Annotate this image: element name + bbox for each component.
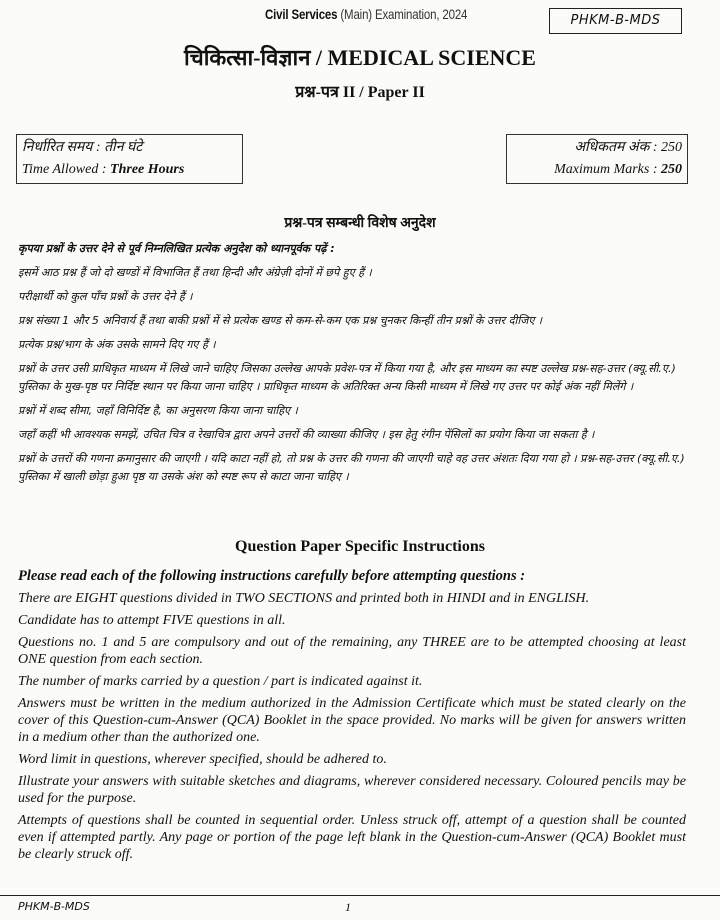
hindi-instruction-item: प्रश्नों के उत्तर उसी प्राधिकृत माध्यम में लिखे जाने चाहिए जिसका उल्लेख आपके प्रवेश-पत्र में किया गया है, और इस माध्यम का स्पष्ट उल्लेख प्रश्न-सह-उत्तर (क्यू.सी.ए.) पुस्तिका के मुख-पृष्ठ पर निर्दिष्ट स्थान पर किया जाना चाहिए । प्राधिकृत माध्यम के अतिरिक्त अन्य किसी माध्यम में लिखे गए उत्तर पर कोई अंक नहीं मिलेंगे । <box>18 362 676 393</box>
exam-header <box>265 6 467 22</box>
hindi-instruction-item: परीक्षार्थी को कुल पाँच प्रश्नों के उत्तर देने हैं । <box>18 290 193 303</box>
english-instructions-lead: Please read each of the following instructions carefully before attempting questions : <box>18 568 526 584</box>
hindi-instruction-item: प्रत्येक प्रश्न/भाग के अंक उसके सामने दिए गए हैं । <box>18 338 216 351</box>
hindi-instruction-item: प्रश्न संख्या 1 और 5 अनिवार्य हैं तथा बाकी प्रश्नों में से प्रत्येक खण्ड से कम-से-कम एक प्रश्न चुनकर किन्हीं तीन प्रश्नों के उत्तर दीजिए । <box>18 314 543 327</box>
maximum-marks-box <box>506 134 688 184</box>
hindi-instruction-item: प्रश्नों के उत्तरों की गणना क्रमानुसार की जाएगी । यदि काटा नहीं हो, तो प्रश्न के उत्तर की गणना की जाएगी चाहे वह उत्तर अंशतः दिया गया हो । प्रश्न-सह-उत्तर (क्यू.सी.ए.) पुस्तिका में खाली छोड़ा हुआ पृष्ठ या उसके अंश को स्पष्ट रूप से काटा जाना चाहिए । <box>18 452 685 483</box>
paper-title: प्रश्न-पत्र II / Paper II <box>295 84 425 101</box>
english-instructions <box>18 568 686 868</box>
maximum-marks-hindi: अधिकतम अंक : 250 <box>574 140 682 155</box>
exam-header-bold: Civil Services <box>265 6 338 22</box>
maximum-marks-english <box>512 159 682 181</box>
paper-code-box: PHKM-B-MDS <box>549 8 682 34</box>
english-instruction-item: Illustrate your answers with suitable sketches and diagrams, wherever considered necessary. Coloured pencils may be used for the purpose. <box>18 774 686 806</box>
footer-paper-code: PHKM-B-MDS <box>18 900 90 913</box>
hindi-instruction-item: प्रश्नों में शब्द सीमा, जहाँ विनिर्दिष्ट है, का अनुसरण किया जाना चाहिए । <box>18 404 298 417</box>
page-number: 1 <box>345 900 351 914</box>
hindi-instructions-heading: प्रश्न-पत्र सम्बन्धी विशेष अनुदेश <box>284 216 436 231</box>
maximum-marks-label: Maximum Marks : <box>554 162 661 177</box>
hindi-instructions-lead: कृपया प्रश्नों के उत्तर देने से पूर्व निम्नलिखित प्रत्येक अनुदेश को ध्यानपूर्वक पढ़ें : <box>18 242 335 255</box>
english-instruction-item: The number of marks carried by a question / part is indicated against it. <box>18 674 423 689</box>
exam-header-rest: (Main) Examination, 2024 <box>337 6 468 22</box>
time-allowed-value: Three Hours <box>110 162 185 177</box>
maximum-marks-value: 250 <box>661 162 682 177</box>
time-allowed-label: Time Allowed : <box>22 162 111 177</box>
time-allowed-english <box>22 159 237 181</box>
english-instruction-item: Word limit in questions, wherever specified, should be adhered to. <box>18 752 387 767</box>
time-allowed-hindi: निर्धारित समय : तीन घंटे <box>22 140 143 155</box>
english-instruction-item: Answers must be written in the medium authorized in the Admission Certificate which must be stated clearly on the cover of this Question-cum-Answer (QCA) Booklet in the space provided. No marks will be given for answers written in a medium other than the authorized one. <box>18 696 686 745</box>
main-title: चिकित्सा-विज्ञान / MEDICAL SCIENCE <box>184 45 536 70</box>
english-instruction-item: Questions no. 1 and 5 are compulsory and out of the remaining, any THREE are to be attempted choosing at least ONE question from each section. <box>18 635 686 667</box>
footer-rule <box>0 895 720 896</box>
time-allowed-box <box>16 134 243 184</box>
hindi-instruction-item: इसमें आठ प्रश्न हैं जो दो खण्डों में विभाजित हैं तथा हिन्दी और अंग्रेज़ी दोनों में छपे हुए हैं । <box>18 266 372 279</box>
hindi-instructions <box>18 240 698 492</box>
english-instruction-item: Candidate has to attempt FIVE questions in all. <box>18 613 286 628</box>
english-instructions-heading: Question Paper Specific Instructions <box>235 538 485 555</box>
english-instruction-item: Attempts of questions shall be counted in sequential order. Unless struck off, attempt of a question shall be counted even if attempted partly. Any page or portion of the page left blank in the Question-cum-Answer (QCA) Booklet must be clearly struck off. <box>18 813 686 862</box>
hindi-instruction-item: जहाँ कहीं भी आवश्यक समझें, उचित चित्र व रेखाचित्र द्वारा अपने उत्तरों की व्याख्या कीजिए । इस हेतु रंगीन पेंसिलों का प्रयोग किया जा सकता है । <box>18 428 595 441</box>
english-instruction-item: There are EIGHT questions divided in TWO SECTIONS and printed both in HINDI and in ENGLISH. <box>18 591 590 606</box>
